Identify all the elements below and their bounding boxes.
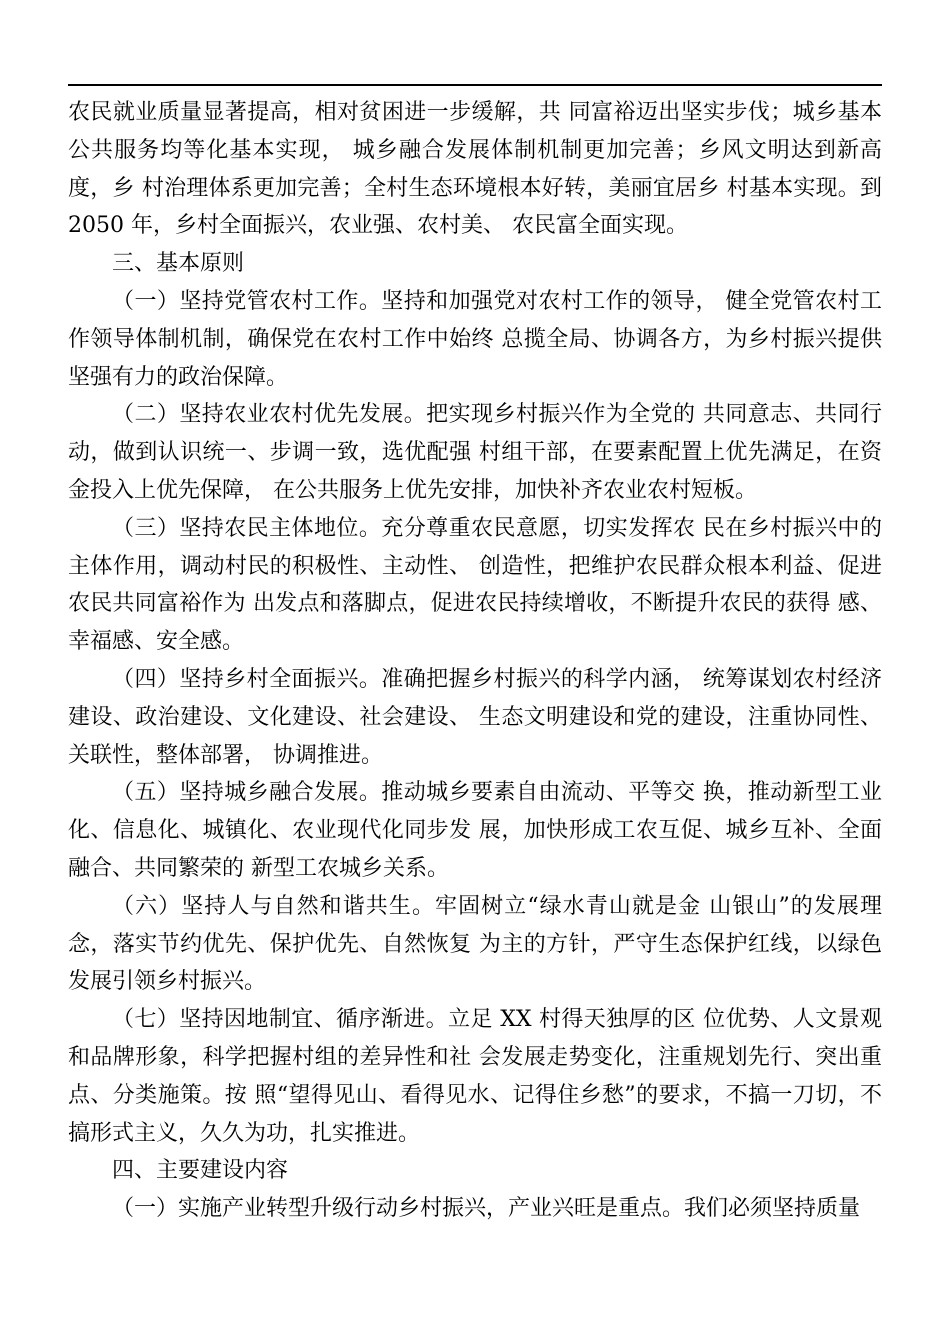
paragraph-principle-4: （四）坚持乡村全面振兴。准确把握乡村振兴的科学内涵， 统筹谋划农村经济建设、政治建设、文化建设、社会建设、 生态文明建设和党的建设，注重协同性、关联性，整体部署， 协调推进。	[68, 666, 882, 768]
paragraph-continuation: 农民就业质量显著提高，相对贫困进一步缓解，共 同富裕迈出坚实步伐；城乡基本公共服务均等化基本实现， 城乡融合发展体制机制更加完善；乡风文明达到新高度，乡 村治理体系更加完善；全村生态环境根本好转，美丽宜居乡 村基本实现。到 2050 年，乡村全面振兴，农业强、农村美、 农民富全面实现。	[68, 100, 882, 239]
paragraph-principle-2: （二）坚持农业农村优先发展。把实现乡村振兴作为全党的 共同意志、共同行动，做到认识统一、步调一致，选优配强 村组干部，在要素配置上优先满足，在资金投入上优先保障， 在公共服务上优先安排，加快补齐农业农村短板。	[68, 402, 882, 503]
paragraph-principle-5: （五）坚持城乡融合发展。推动城乡要素自由流动、平等交 换，推动新型工业化、信息化、城镇化、农业现代化同步发 展，加快形成工农互促、城乡互补、全面融合、共同繁荣的 新型工农城乡关系。	[68, 780, 882, 881]
section-heading-construction: 四、主要建设内容	[112, 1158, 289, 1184]
paragraph-principle-7: （七）坚持因地制宜、循序渐进。立足 XX 村得天独厚的区 位优势、人文景观和品牌形象，科学把握村组的差异性和社 会发展走势变化，注重规划先行、突出重点、分类施策。按 照“望得见山、看得见水、记得住乡愁”的要求，不搞一刀切，不搞形式主义，久久为功，扎实推进。	[68, 1007, 882, 1146]
header-rule	[68, 84, 882, 86]
section-heading-principles: 三、基本原则	[112, 251, 245, 277]
document-body	[68, 94, 882, 1228]
paragraph-principle-3: （三）坚持农民主体地位。充分尊重农民意愿，切实发挥农 民在乡村振兴中的主体作用，调动村民的积极性、主动性、 创造性，把维护农民群众根本利益、促进农民共同富裕作为 出发点和落脚点，促进农民持续增收，不断提升农民的获得 感、幸福感、安全感。	[68, 515, 882, 655]
paragraph-principle-1: （一）坚持党管农村工作。坚持和加强党对农村工作的领导， 健全党管农村工作领导体制机制，确保党在农村工作中始终 总揽全局、协调各方，为乡村振兴提供坚强有力的政治保障。	[68, 288, 882, 390]
paragraph-construction-1: （一）实施产业转型升级行动乡村振兴，产业兴旺是重点。我们必须坚持质量	[112, 1196, 861, 1222]
paragraph-principle-6: （六）坚持人与自然和谐共生。牢固树立“绿水青山就是金 山银山”的发展理念，落实节约优先、保护优先、自然恢复 为主的方针，严守生态保护红线，以绿色发展引领乡村振兴。	[68, 893, 882, 995]
